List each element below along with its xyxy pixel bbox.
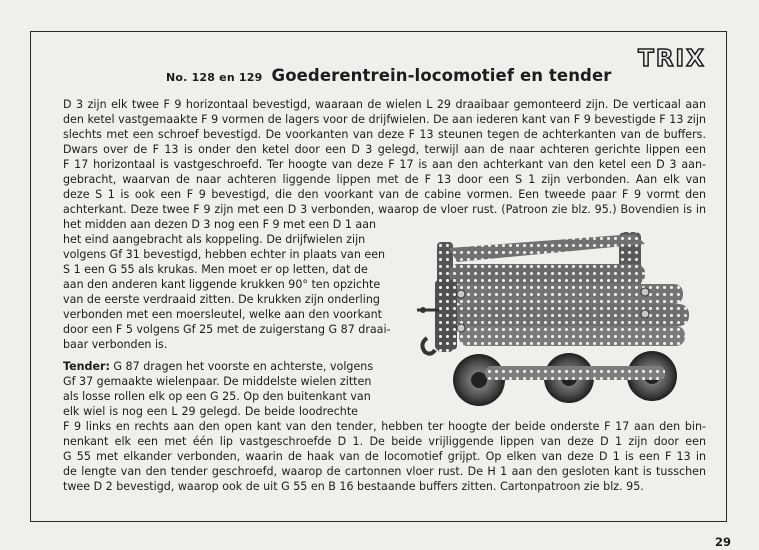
body-line: den ketel vastgemaakte F 9 vormen de lagers voor de drijfwielen. De aan iederen kant van F 9 bevestigde F 13 zijn <box>63 113 706 126</box>
tender-line: F 9 links en rechts aan den open kant van den tender, hebben ter hoogte der beide onderste F 17 aan den bin- <box>63 420 706 433</box>
body-line: aan den anderen kant liggende krukken 90° ten opzichte <box>63 278 381 291</box>
tender-line-text: G 87 dragen het voorste en achterste, volgens <box>113 360 374 373</box>
body-line: achterkant. Deze twee F 9 zijn met een D 3 verbonden, waarop de vloer rust. (Patroon zie blz. 95.) Bovendien is in <box>63 203 706 216</box>
body-line: van de eerste verdraaid zitten. De krukken zijn onderling <box>63 293 380 306</box>
body-line: baar verbonden is. <box>63 338 168 351</box>
body-line: F 17 horizontaal is vastgeschroefd. Ter hoogte van deze F 17 is aan den achterkant van den ketel een D 3 aan- <box>63 158 706 171</box>
body-line: slechts met een schroef bevestigd. De voorkanten van deze F 13 steunen tegen de achterkanten van de buffers. <box>63 128 706 141</box>
body-line: S 1 een G 55 als krukas. Men moet er op letten, dat de <box>63 263 368 276</box>
trix-logo <box>625 46 719 70</box>
tender-line: de lengte van den tender geschroefd, waarop de cartonnen vloer rust. De H 1 aan den gesloten kant is tusschen <box>63 465 706 478</box>
body-line: Dwars over de F 13 is onder den ketel door een D 3 gelegd, terwijl aan de naar achteren gerichte lippen een <box>63 143 706 156</box>
tender-label: Tender: <box>63 360 110 373</box>
body-line: gebracht, waarvan de naar achteren liggende lippen met de F 13 door een S 1 zijn verbonden. Aan elk van <box>63 173 706 186</box>
tender-model-photo <box>409 228 696 410</box>
tender-line: G 55 met elkander verbonden, waarin de haak van de locomotief grijpt. Op elken van deze D 1 is een F 13 in <box>63 450 706 463</box>
body-line: deze S 1 is ook een F 9 bevestigd, die den voorkant van de cabine vormen. Een tweede paar F 9 vormt den <box>63 188 706 201</box>
body-line: het midden aan dezen D 3 nog een F 9 met een D 1 aan <box>63 218 377 231</box>
title-text: Goederentrein-locomotief en tender <box>271 66 612 85</box>
tender-line: Gf 37 gemaakte wielenpaar. De middelste wielen zitten <box>63 375 372 388</box>
page-title <box>166 66 612 85</box>
body-line: D 3 zijn elk twee F 9 horizontaal bevestigd, waaraan de wielen L 29 draaibaar gemonteerd zijn. De verticaal aan <box>63 98 706 111</box>
body-line: verbonden met een moersleutel, welke aan den voorkant <box>63 308 383 321</box>
body-line: volgens Gf 31 bevestigd, hebben echter in plaats van een <box>63 248 386 261</box>
tender-line: als losse rollen elk op een G 25. Op den buitenkant van <box>63 390 371 403</box>
svg-text:TRIX: TRIX <box>638 46 706 70</box>
tender-line: twee D 2 bevestigd, waarop ook de uit G 55 en B 16 bestaande buffers zitten. Cartonpatroon zie blz. 95. <box>63 480 644 493</box>
model-number: No. 128 en 129 <box>166 71 263 84</box>
body-line: door een F 5 volgens Gf 25 met de zuigerstang G 87 draai- <box>63 323 391 336</box>
tender-line: nenkant elk een met één lip vastgeschroefde D 1. De beide vrijliggende lippen van deze D 1 zijn door een <box>63 435 706 448</box>
page-number: 29 <box>715 535 732 549</box>
tender-line <box>63 359 374 374</box>
tender-line: elk wiel is nog een L 29 gelegd. De beide loodrechte <box>63 405 358 418</box>
body-line: het eind aangebracht als koppeling. De drijfwielen zijn <box>63 233 366 246</box>
